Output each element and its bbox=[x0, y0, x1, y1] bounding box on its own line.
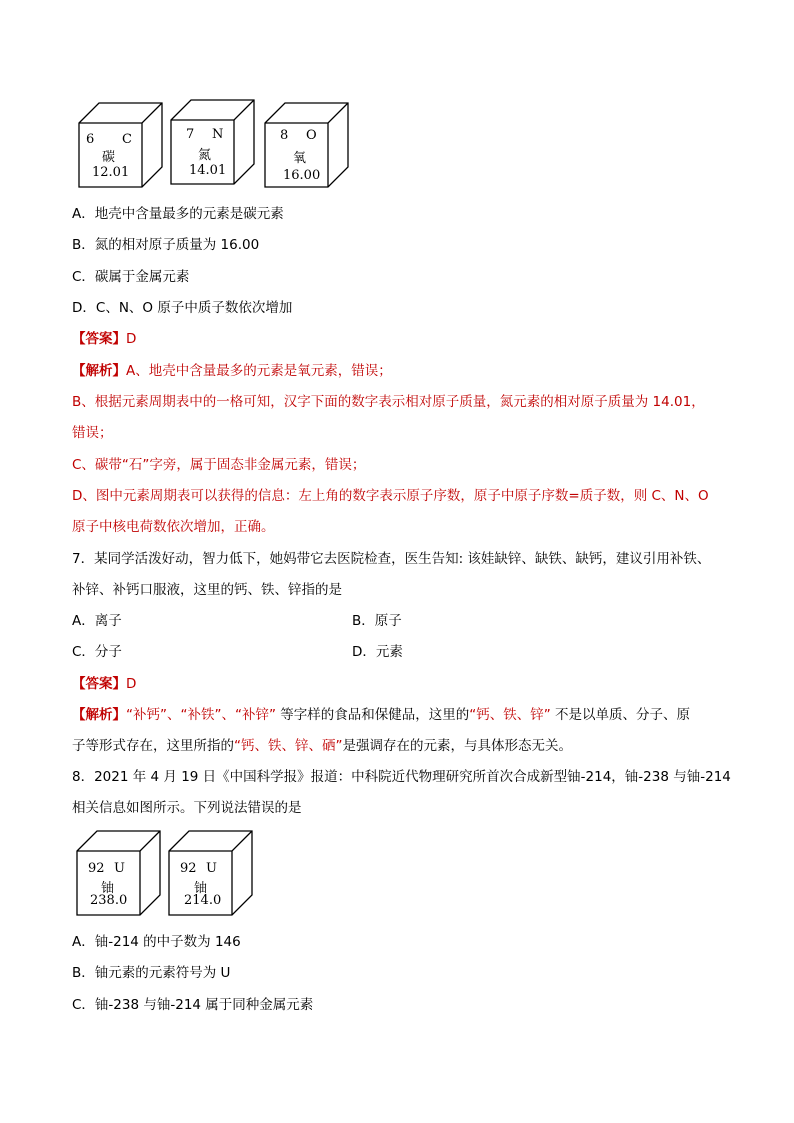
answer-value: D bbox=[126, 331, 137, 347]
atomic-mass: 16.00 bbox=[283, 168, 321, 183]
element-name: 氮 bbox=[198, 148, 212, 163]
q6-option-d: D．C、N、O 原子中质子数依次增加 bbox=[72, 300, 293, 316]
q6-analysis-line-6: 原子中核电荷数依次增加，正确。 bbox=[72, 519, 275, 535]
q8-option-b: B．铀元素的元素符号为 U bbox=[72, 965, 231, 981]
element-name: 铀 bbox=[194, 881, 208, 896]
q7-stem-line-1: 7．某同学活泼好动，智力低下，她妈带它去医院检查，医生告知: 该娃缺锌、缺铁、缺钙，建议引用补铁、 bbox=[72, 551, 711, 567]
element-symbol: U bbox=[114, 861, 125, 876]
q6-analysis-line-2: B、根据元素周期表中的一格可知，汉字下面的数字表示相对原子质量，氮元素的相对原子质量为 14.01， bbox=[72, 394, 705, 410]
q7-option-b: B．原子 bbox=[352, 613, 402, 629]
q7-option-d: D．元素 bbox=[352, 644, 403, 660]
q6-analysis-line-5: D、图中元素周期表可以获得的信息：左上角的数字表示原子序数，原子中原子序数=质子数，则 C、N、O bbox=[72, 488, 709, 504]
q8-stem-line-2: 相关信息如图所示。下列说法错误的是 bbox=[72, 800, 302, 816]
q7-analysis-line-2 bbox=[72, 736, 572, 756]
q7-answer bbox=[72, 674, 136, 694]
analysis-text: 子等形式存在，这里所指的 bbox=[72, 738, 234, 754]
element-box-nitrogen bbox=[170, 98, 256, 186]
q6-analysis-line-3: 错误； bbox=[72, 425, 113, 441]
q6-option-b: B．氮的相对原子质量为 16.00 bbox=[72, 237, 260, 253]
element-box-carbon bbox=[78, 101, 164, 189]
atomic-number: 7 bbox=[186, 127, 195, 142]
q7-option-a: A．离子 bbox=[72, 613, 122, 629]
q6-option-c: C．碳属于金属元素 bbox=[72, 269, 190, 285]
highlight-text: “补钙”、“补铁”、“补锌” bbox=[126, 707, 276, 723]
q6-option-a: A．地壳中含量最多的元素是碳元素 bbox=[72, 206, 284, 222]
highlight-text: “钙、铁、锌、硒” bbox=[234, 738, 343, 754]
answer-value: D bbox=[126, 676, 137, 692]
q7-option-c: C．分子 bbox=[72, 644, 122, 660]
element-box-uranium-214 bbox=[168, 829, 254, 917]
analysis-text: 等字样的食品和保健品，这里的 bbox=[275, 707, 470, 723]
atomic-number: 6 bbox=[86, 132, 95, 147]
q6-answer bbox=[72, 329, 136, 349]
atomic-number: 92 bbox=[88, 861, 105, 876]
element-box-oxygen bbox=[264, 101, 350, 189]
element-name: 碳 bbox=[102, 150, 116, 165]
analysis-text: 是强调存在的元素，与具体形态无关。 bbox=[342, 738, 572, 754]
element-symbol: C bbox=[122, 132, 132, 147]
answer-tag: 【答案】 bbox=[72, 676, 126, 692]
q7-stem-line-2: 补锌、补钙口服液，这里的钙、铁、锌指的是 bbox=[72, 582, 342, 598]
atomic-mass: 14.01 bbox=[189, 163, 227, 178]
element-name: 铀 bbox=[101, 881, 115, 896]
answer-tag: 【答案】 bbox=[72, 331, 126, 347]
element-symbol: N bbox=[212, 127, 224, 142]
q8-option-a: A．铀-214 的中子数为 146 bbox=[72, 934, 241, 950]
highlight-text: “钙、铁、锌” bbox=[469, 707, 551, 723]
q7-analysis-line-1 bbox=[72, 705, 690, 725]
analysis-text: A、地壳中含量最多的元素是氧元素，错误； bbox=[126, 363, 392, 379]
atomic-mass: 12.01 bbox=[92, 165, 130, 180]
analysis-text: 不是以单质、分子、原 bbox=[550, 707, 691, 723]
atomic-number: 8 bbox=[280, 128, 289, 143]
q6-analysis-line-4: C、碳带“石”字旁，属于固态非金属元素，错误； bbox=[72, 457, 366, 473]
q8-option-c: C．铀-238 与铀-214 属于同种金属元素 bbox=[72, 997, 314, 1013]
atomic-number: 92 bbox=[180, 861, 197, 876]
atomic-mass: 214.0 bbox=[184, 893, 222, 908]
q6-analysis-line-1 bbox=[72, 361, 392, 381]
element-box-uranium-238 bbox=[76, 829, 162, 917]
element-name: 氧 bbox=[293, 151, 307, 166]
analysis-tag: 【解析】 bbox=[72, 363, 126, 379]
analysis-tag: 【解析】 bbox=[72, 707, 126, 723]
atomic-mass: 238.0 bbox=[90, 893, 128, 908]
element-symbol: O bbox=[306, 128, 317, 143]
element-symbol: U bbox=[206, 861, 217, 876]
q8-stem-line-1: 8．2021 年 4 月 19 日《中国科学报》报道：中科院近代物理研究所首次合成新型铀-214，铀-238 与铀-214 bbox=[72, 769, 731, 785]
